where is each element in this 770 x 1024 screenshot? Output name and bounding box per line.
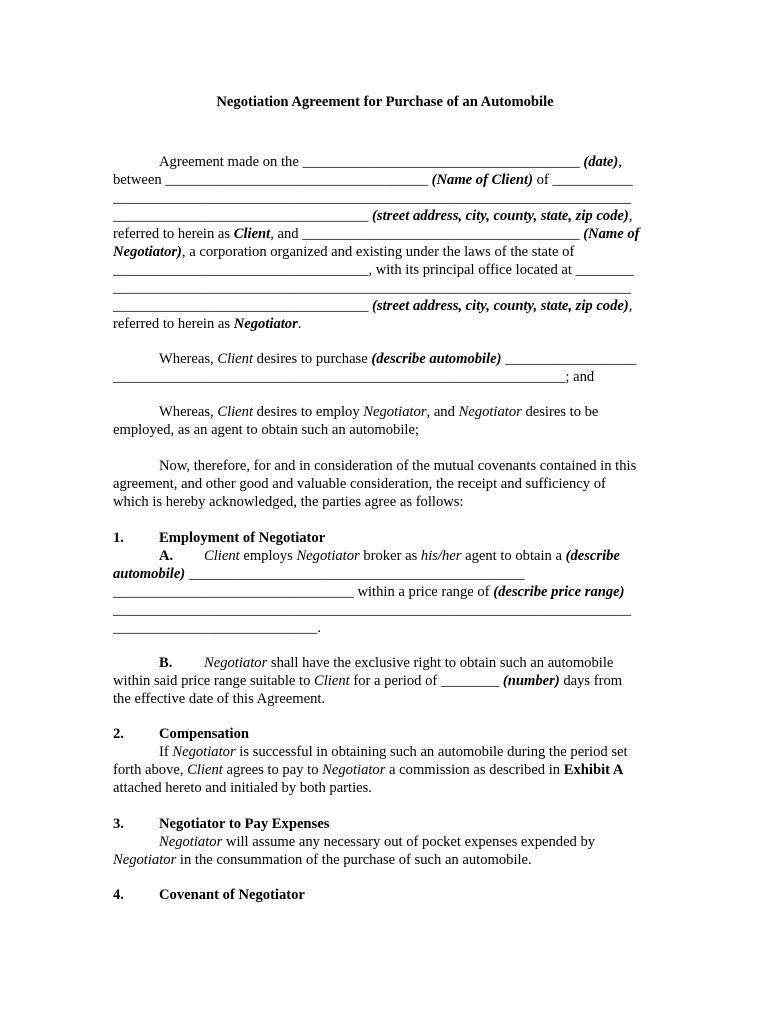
p1-line-3[interactable] — [113, 189, 631, 207]
text: Client — [233, 226, 271, 242]
text: Exhibit A — [563, 762, 624, 778]
text: Negotiator — [159, 834, 223, 850]
client-address-blank-2[interactable]: ___________________________________ — [113, 208, 369, 224]
text: Negotiator — [172, 744, 236, 760]
text: Negotiator) — [113, 244, 182, 260]
section-4-heading: Covenant of Negotiator — [159, 887, 305, 903]
s3-line-2 — [113, 851, 532, 869]
text: , — [618, 154, 622, 170]
text: forth above, — [113, 762, 188, 778]
s2-line-2 — [113, 761, 623, 779]
s2-line-3: attached hereto and initialed by both parties. — [113, 780, 372, 796]
text: Negotiator — [458, 404, 522, 420]
text: will assume any necessary out of pocket expenses expended by — [222, 834, 596, 850]
p1-line-5 — [113, 225, 640, 243]
text: Negotiator — [113, 852, 177, 868]
text: agrees to pay to — [222, 762, 323, 778]
section-4-number: 4. — [113, 887, 124, 903]
text: desires to purchase — [253, 351, 372, 367]
s1-a-line-2 — [113, 565, 524, 583]
section-2-heading: Compensation — [159, 726, 250, 742]
text: . — [297, 316, 302, 332]
p3-line-1 — [159, 403, 598, 421]
p1-line-1 — [159, 153, 622, 171]
days-blank[interactable]: ________ — [440, 673, 500, 689]
p1-line-9 — [113, 297, 632, 315]
text: , and — [426, 404, 459, 420]
s1-b-line-1 — [204, 654, 613, 672]
price-range-blank-2[interactable]: ____________________________ — [113, 620, 318, 636]
state-blank[interactable]: ___________________________________ — [113, 262, 369, 278]
text: If — [159, 744, 173, 760]
text: Negotiator — [363, 404, 427, 420]
text: Client — [217, 351, 254, 367]
section-1-heading: Employment of Negotiator — [159, 530, 326, 546]
p4-line-2: agreement, and other good and valuable consideration, the receipt and sufficiency of — [113, 476, 606, 492]
section-3-number: 3. — [113, 816, 124, 832]
text: , and — [270, 226, 303, 242]
automobile-blank-2[interactable]: ______________________________________________________________ — [113, 369, 566, 385]
text: for a period of — [349, 673, 441, 689]
text: days from — [559, 673, 623, 689]
text: (describe automobile) — [371, 351, 502, 367]
p1-line-8[interactable] — [113, 279, 631, 297]
text: , — [628, 208, 633, 224]
p1-line-4 — [113, 207, 632, 225]
text: (street address, city, county, state, zip code) — [372, 298, 629, 314]
text: (Name of Client) — [431, 172, 533, 188]
text: referred to herein as — [113, 226, 234, 242]
date-blank[interactable]: ______________________________________ — [302, 154, 580, 170]
document-title: Negotiation Agreement for Purchase of an Automobile — [216, 94, 554, 110]
text: Client — [204, 548, 240, 564]
s1-a-line-4[interactable] — [113, 601, 631, 619]
p4-line-1: Now, therefore, for and in consideration of the mutual covenants contained in this — [159, 458, 637, 474]
office-blank[interactable]: ________ — [575, 262, 634, 278]
p2-line-1 — [159, 350, 636, 368]
s1-a-line-1-text — [204, 547, 620, 565]
automobile-blank[interactable]: __________________ — [505, 351, 637, 367]
text: Whereas, — [159, 404, 218, 420]
p4-line-3: which is hereby acknowledged, the parties agree as follows: — [113, 494, 464, 510]
negotiator-address-blank[interactable]: _______________________________________________________________________ — [113, 280, 632, 296]
text: Client — [187, 762, 223, 778]
text: shall have the exclusive right to obtain such an automobile — [267, 655, 614, 671]
section-1-number: 1. — [113, 530, 124, 546]
text: desires to be — [521, 404, 599, 420]
text: agent to obtain a — [461, 548, 566, 564]
p1-line-10 — [113, 315, 301, 333]
section-2-number: 2. — [113, 726, 124, 742]
text: Whereas, — [159, 351, 218, 367]
p1-line-6 — [113, 243, 574, 261]
p2-line-2 — [113, 368, 594, 386]
client-name-blank[interactable]: ____________________________________ — [165, 172, 428, 188]
p3-line-2: employed, as an agent to obtain such an automobile; — [113, 422, 419, 438]
text: in the consummation of the purchase of such an automobile. — [176, 852, 532, 868]
text: referred to herein as — [113, 316, 234, 332]
text: (Name of — [583, 226, 640, 242]
s1-a-line-5 — [113, 619, 321, 637]
s1-a-line-3 — [113, 583, 625, 601]
s1-b-line-3: the effective date of this Agreement. — [113, 691, 326, 707]
text: Agreement made on the — [159, 154, 303, 170]
text: Negotiator — [296, 548, 360, 564]
price-range-blank[interactable]: _______________________________________________________________________ — [113, 602, 632, 618]
text: within a price range of — [353, 584, 494, 600]
s2-line-1 — [159, 743, 628, 761]
text: A. — [159, 548, 174, 564]
text: of — [532, 172, 553, 188]
text: . — [317, 620, 321, 636]
text: ; and — [565, 369, 595, 385]
text: Client — [217, 404, 254, 420]
text: , a corporation organized and existing under the laws of the state of — [181, 244, 575, 260]
employ-automobile-blank[interactable]: ______________________________________________ — [188, 566, 525, 582]
text: (street address, city, county, state, zip code) — [372, 208, 629, 224]
s3-line-1 — [159, 833, 595, 851]
text: is successful in obtaining such an automobile during the period set — [235, 744, 628, 760]
text: Negotiator — [233, 316, 298, 332]
text: (date) — [583, 154, 619, 170]
p1-line-2 — [113, 171, 633, 189]
negotiator-name-blank[interactable]: ______________________________________ — [302, 226, 580, 242]
s1-a-line-1 — [159, 547, 173, 565]
p1-line-7 — [113, 261, 634, 279]
client-address-blank[interactable]: _______________________________________________________________________ — [113, 190, 632, 206]
text: Negotiator — [322, 762, 386, 778]
section-3-heading: Negotiator to Pay Expenses — [159, 816, 330, 832]
text: his/her — [420, 548, 462, 564]
text: automobile) — [113, 566, 186, 582]
employ-automobile-blank-2[interactable]: _________________________________ — [113, 584, 354, 600]
text: within said price range suitable to — [113, 673, 315, 689]
text: Negotiator — [204, 655, 268, 671]
client-of-blank[interactable]: ___________ — [552, 172, 633, 188]
text: between — [113, 172, 166, 188]
s1-b-line-2 — [113, 672, 622, 690]
negotiator-address-blank-2[interactable]: ___________________________________ — [113, 298, 369, 314]
s1-b-label: B. — [159, 655, 173, 671]
text: (number) — [502, 673, 560, 689]
text: , — [628, 298, 633, 314]
text: desires to employ — [253, 404, 364, 420]
text: a commission as described in — [385, 762, 564, 778]
text: broker as — [359, 548, 421, 564]
text: employs — [239, 548, 297, 564]
text: Client — [314, 673, 350, 689]
text: , with its principal office located at — [368, 262, 576, 278]
text: (describe — [565, 548, 620, 564]
text: (describe price range) — [493, 584, 625, 600]
